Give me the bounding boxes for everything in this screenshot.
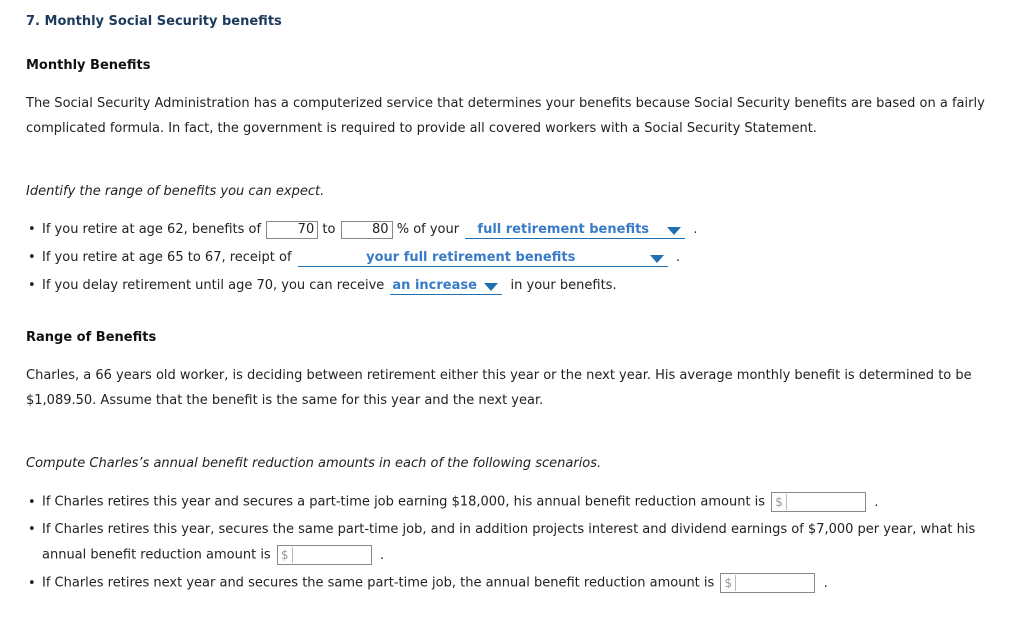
bullet-dot: • [28, 522, 36, 537]
list-item [28, 220, 698, 240]
dropdown-value: full retirement benefits [477, 221, 650, 237]
list-item [28, 573, 828, 594]
scenario1-amount-field[interactable] [771, 492, 866, 512]
scenario2-text-line2: annual benefit reduction amount is [42, 547, 271, 563]
monthly-benefits-paragraph [26, 91, 986, 141]
low-percent-input[interactable]: 70 [266, 221, 318, 239]
bullet2-suffix: . [675, 250, 680, 265]
bullet1-prefix: If you retire at age 62, benefits of [42, 222, 262, 237]
list-item [28, 520, 975, 540]
dropdown-value: an increase [392, 277, 477, 293]
bullet-dot: • [28, 575, 36, 591]
scenario1-text: If Charles retires this year and secures a part-time job earning $18,000, his annual benefit reduction amount is [42, 494, 766, 510]
bullet2-prefix: If you retire at age 65 to 67, receipt of [42, 250, 292, 265]
scenario3-suffix: . [823, 575, 828, 591]
dollar-sign-icon: $ [724, 575, 736, 591]
paragraph-line: complicated formula. In fact, the government is required to provide all covered workers with a Social Security Statement. [26, 121, 817, 136]
range-of-benefits-paragraph [26, 363, 986, 413]
paragraph-line: The Social Security Administration has a computerized service that determines your benefits because Social Security benefits are based on a fairly [26, 96, 985, 111]
list-item [28, 276, 617, 296]
list-item-continued [28, 545, 384, 566]
list-item [28, 248, 680, 268]
range-of-benefits-heading: Range of Benefits [26, 330, 157, 345]
dropdown-value: your full retirement benefits [366, 249, 576, 265]
age70-benefits-dropdown[interactable] [390, 277, 502, 295]
dollar-sign-icon: $ [281, 547, 293, 563]
dollar-sign-icon: $ [775, 494, 787, 510]
list-item [28, 492, 878, 513]
bullet3-suffix: in your benefits. [510, 278, 617, 293]
bullet1-suffix: . [693, 222, 698, 237]
chevron-down-icon [650, 255, 664, 263]
scenario2-amount-input[interactable] [294, 547, 368, 563]
paragraph-line: $1,089.50. Assume that the benefit is the same for this year and the next year. [26, 393, 544, 408]
monthly-benefits-heading: Monthly Benefits [26, 58, 151, 73]
paragraph-line: Charles, a 66 years old worker, is deciding between retirement either this year or the next year. His average monthly benefit is determined to be [26, 368, 972, 383]
chevron-down-icon [667, 227, 681, 235]
scenario3-amount-field[interactable] [720, 573, 815, 593]
age65-67-benefits-dropdown[interactable] [298, 249, 668, 267]
scenario1-amount-input[interactable] [788, 494, 862, 510]
bullet3-prefix: If you delay retirement until age 70, you can receive [42, 278, 385, 293]
bullet-dot: • [28, 278, 36, 293]
scenario2-text-line1: If Charles retires this year, secures the same part-time job, and in addition projects interest and dividend earnings of $7,000 per year, what his [42, 522, 976, 537]
bullet-dot: • [28, 222, 36, 237]
age62-benefits-dropdown[interactable] [465, 221, 685, 239]
scenario2-amount-field[interactable] [277, 545, 372, 565]
scenario3-text: If Charles retires next year and secures the same part-time job, the annual benefit reduction amount is [42, 575, 715, 591]
chevron-down-icon [484, 283, 498, 291]
high-percent-input[interactable]: 80 [341, 221, 393, 239]
bullet-dot: • [28, 494, 36, 510]
question-title: 7. Monthly Social Security benefits [26, 14, 282, 29]
compute-reduction-instruction: Compute Charles’s annual benefit reduction amounts in each of the following scenarios. [26, 456, 602, 471]
to-label: to [322, 222, 336, 237]
bullet-dot: • [28, 250, 36, 265]
scenario2-suffix: . [380, 547, 385, 563]
scenario3-amount-input[interactable] [737, 575, 811, 591]
identify-range-instruction: Identify the range of benefits you can expect. [26, 184, 325, 199]
percent-of-label: % of your [396, 222, 460, 237]
scenario1-suffix: . [874, 494, 879, 510]
